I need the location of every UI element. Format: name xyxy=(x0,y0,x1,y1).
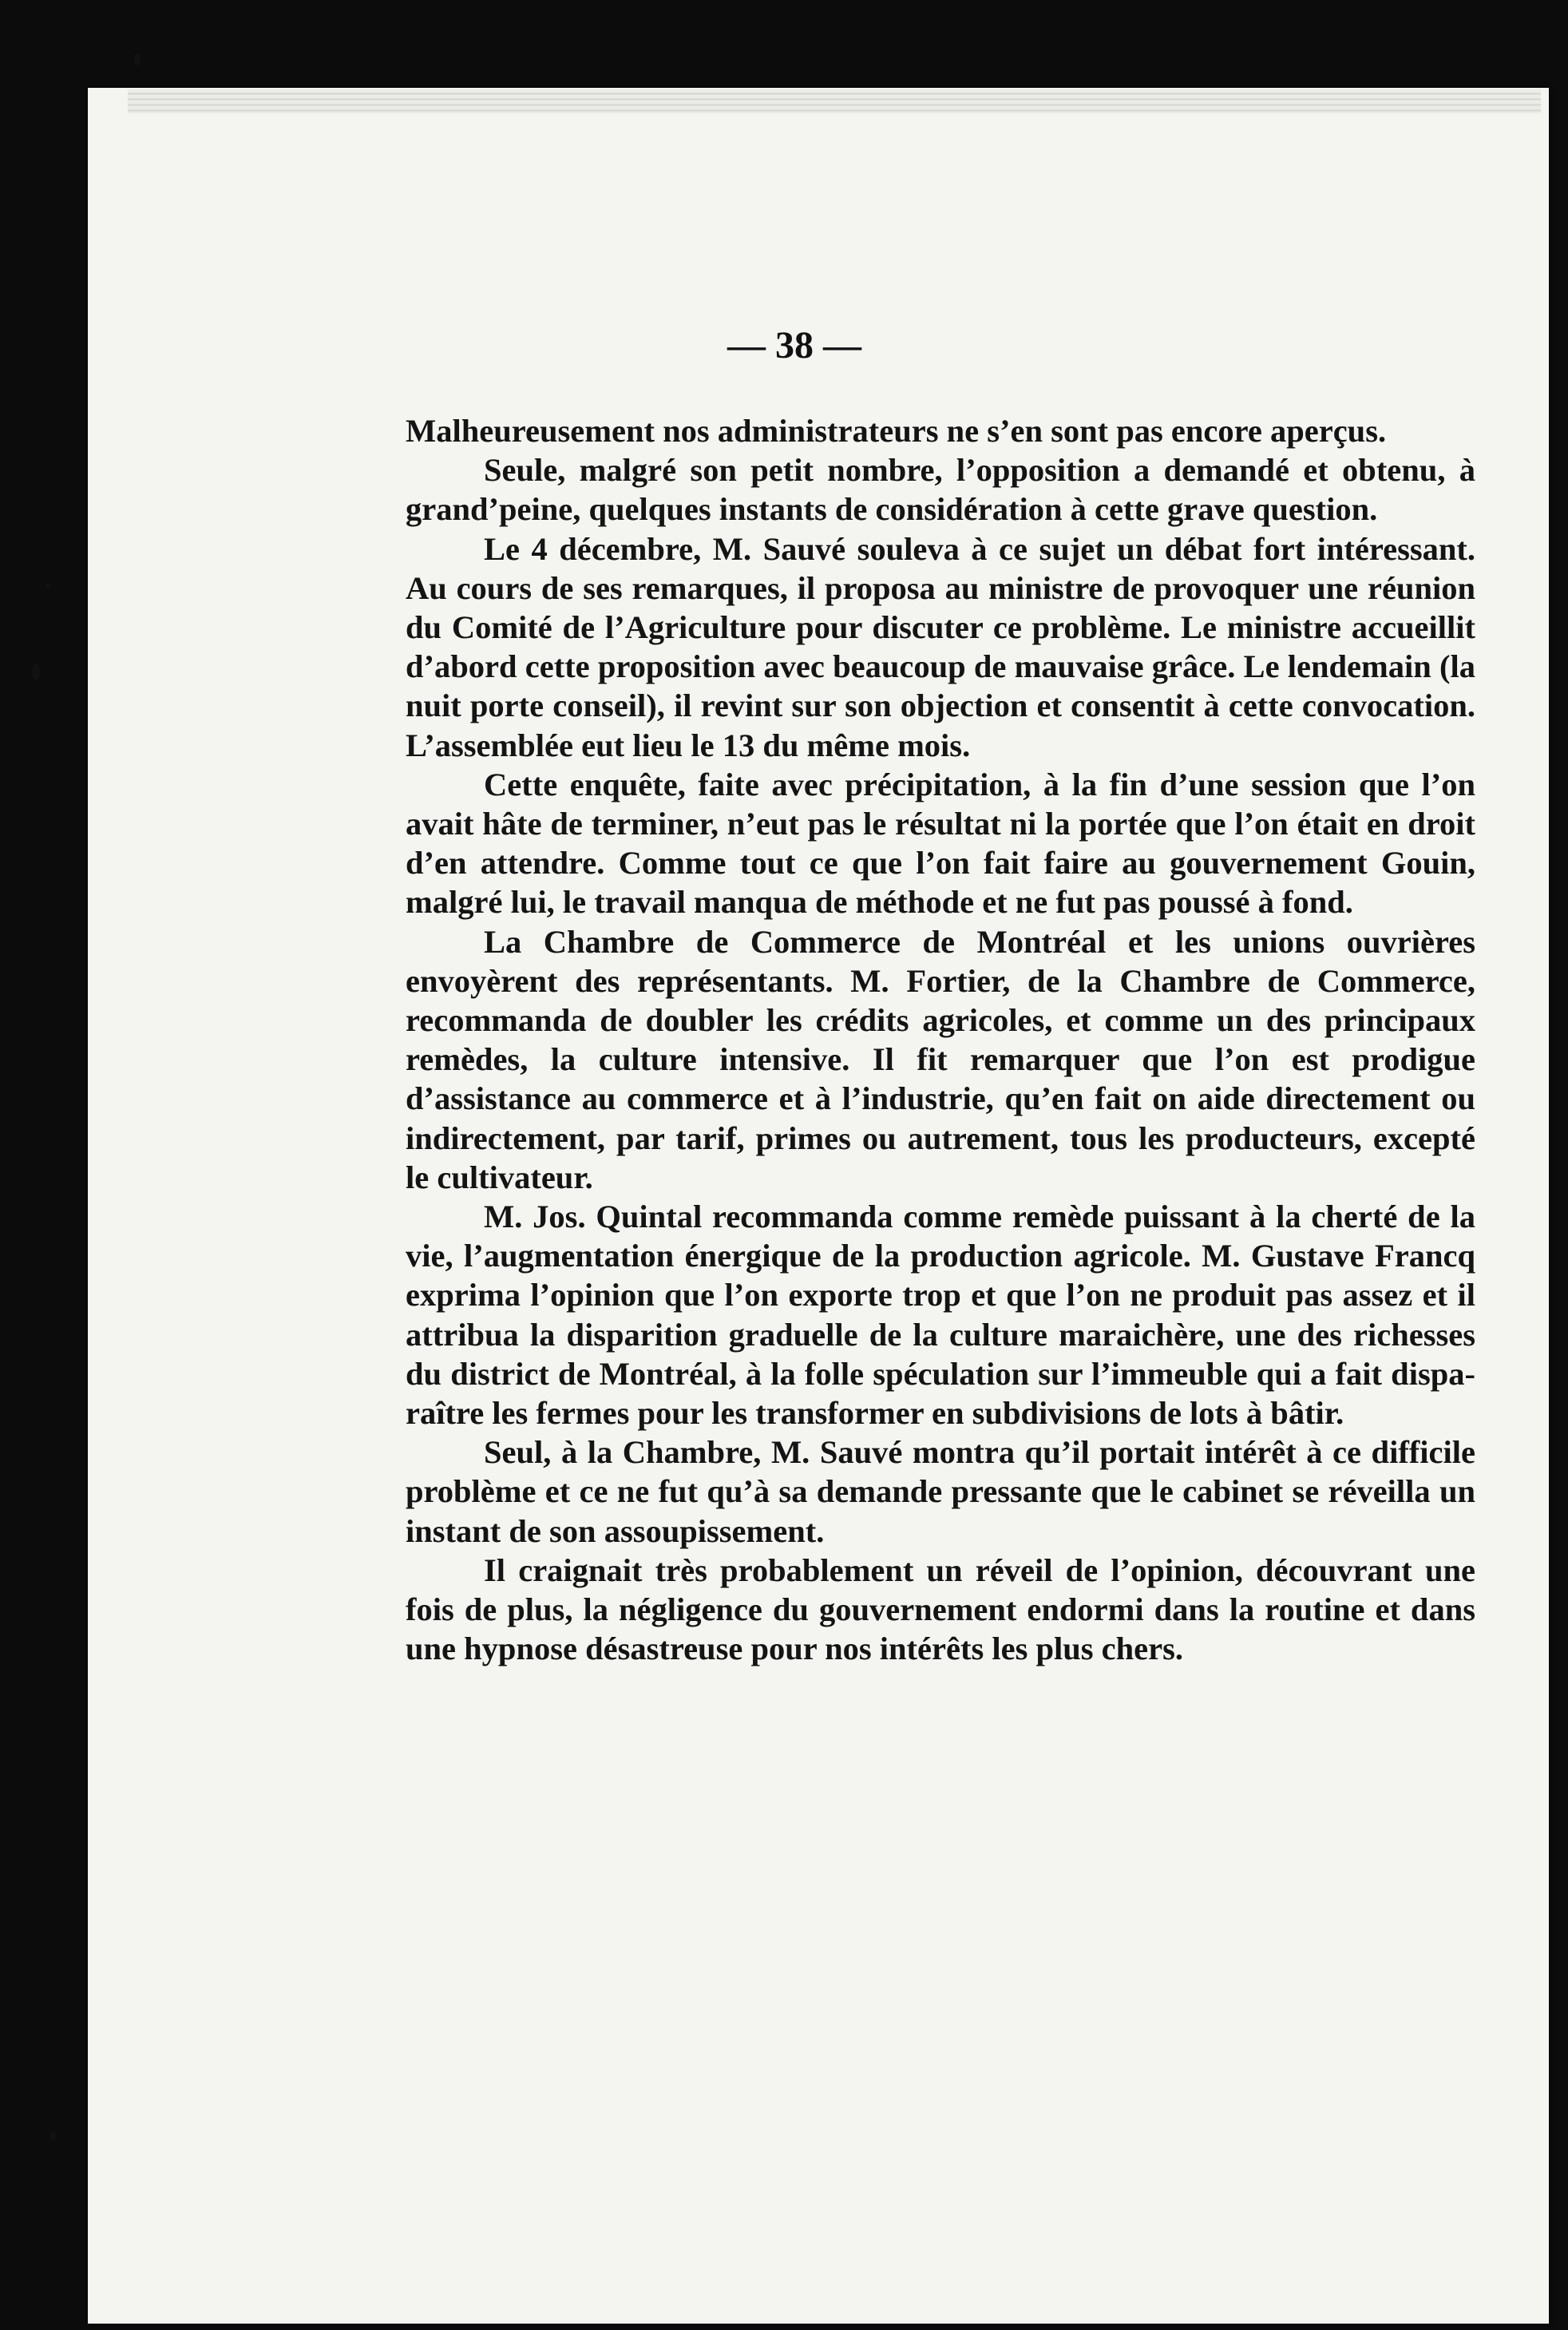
paragraph-6: M. Jos. Quintal recommanda comme remède puissant à la cherté de la vie, l’augmentation énergique de la production agricole. M. Gustave Francq exprima l’opinion que l’on exporte trop et que l’on ne produit pas assez et il attribua la disparition graduelle de la culture maraichère, une des richesses du district de Montréal, à la folle spéculation sur l’immeuble qui a fait disparaître les fermes pour les transformer en subdivisions de lots à bâtir. xyxy=(406,1199,1475,1432)
paragraph-1: Malheureusement nos administrateurs ne s’en sont pas encore aperçus. xyxy=(406,413,1387,449)
page-number: — 38 — xyxy=(727,324,861,367)
scan-speck xyxy=(32,663,40,680)
paragraph-5: La Chambre de Commerce de Montréal et les unions ouvrières envoyèrent des représentants. M. Fortier, de la Chambre de Commerce, recommanda de doubler les crédits agricoles, et comme un des principaux remèdes, la culture intensive. Il fit remarquer que l’on est prodigue d’assistance au commerce et à l’industrie, qu’en fait on aide directement ou indirectement, par tarif, primes ou autrement, tous les producteurs, excepté le cultivateur. xyxy=(406,923,1475,1195)
paragraph-3: Le 4 décembre, M. Sauvé souleva à ce sujet un débat fort intéressant. Au cours de ses remarques, il proposa au ministre de provoquer une réunion du Comité de l’Agriculture pour discuter ce problème. Le ministre accueillit d’abord cette proposition avec beaucoup de mauvaise grâce. Le lendemain (la nuit porte conseil), il revint sur son objection et consentit à cette convocation. L’assemblée eut lieu le 13 du même mois. xyxy=(406,530,1475,763)
paragraph-2: Seule, malgré son petit nombre, l’opposition a demandé et obtenu, à grand’peine, quelques instants de considération à cette grave question. xyxy=(406,452,1475,528)
paragraph-8: Il craignait très probablement un réveil de l’opinion, découvrant une fois de plus, la négligence du gouvernement endormi dans la routine et dans une hypnose désastreuse pour nos intérêts les plus chers. xyxy=(406,1551,1475,1667)
scan-speck xyxy=(49,2132,56,2140)
page-top-edge xyxy=(128,89,1541,113)
paragraph-4: Cette enquête, faite avec précipitation, à la fin d’une session que l’on avait hâte de terminer, n’eut pas le résultat ni la portée que l’on était en droit d’en attendre. Comme tout ce que l’on fait faire au gouvernement Gouin, malgré lui, le travail manqua de méthode et ne fut pas poussé à fond. xyxy=(406,766,1475,921)
paragraph-7: Seul, à la Chambre, M. Sauvé montra qu’il portait intérêt à ce difficile problème et ce ne fut qu’à sa demande pressante que le cabinet se réveilla un instant de son assoupissement. xyxy=(406,1434,1475,1549)
scan-speck xyxy=(134,53,141,65)
body-text xyxy=(406,411,1475,1669)
scan-speck xyxy=(46,583,50,588)
